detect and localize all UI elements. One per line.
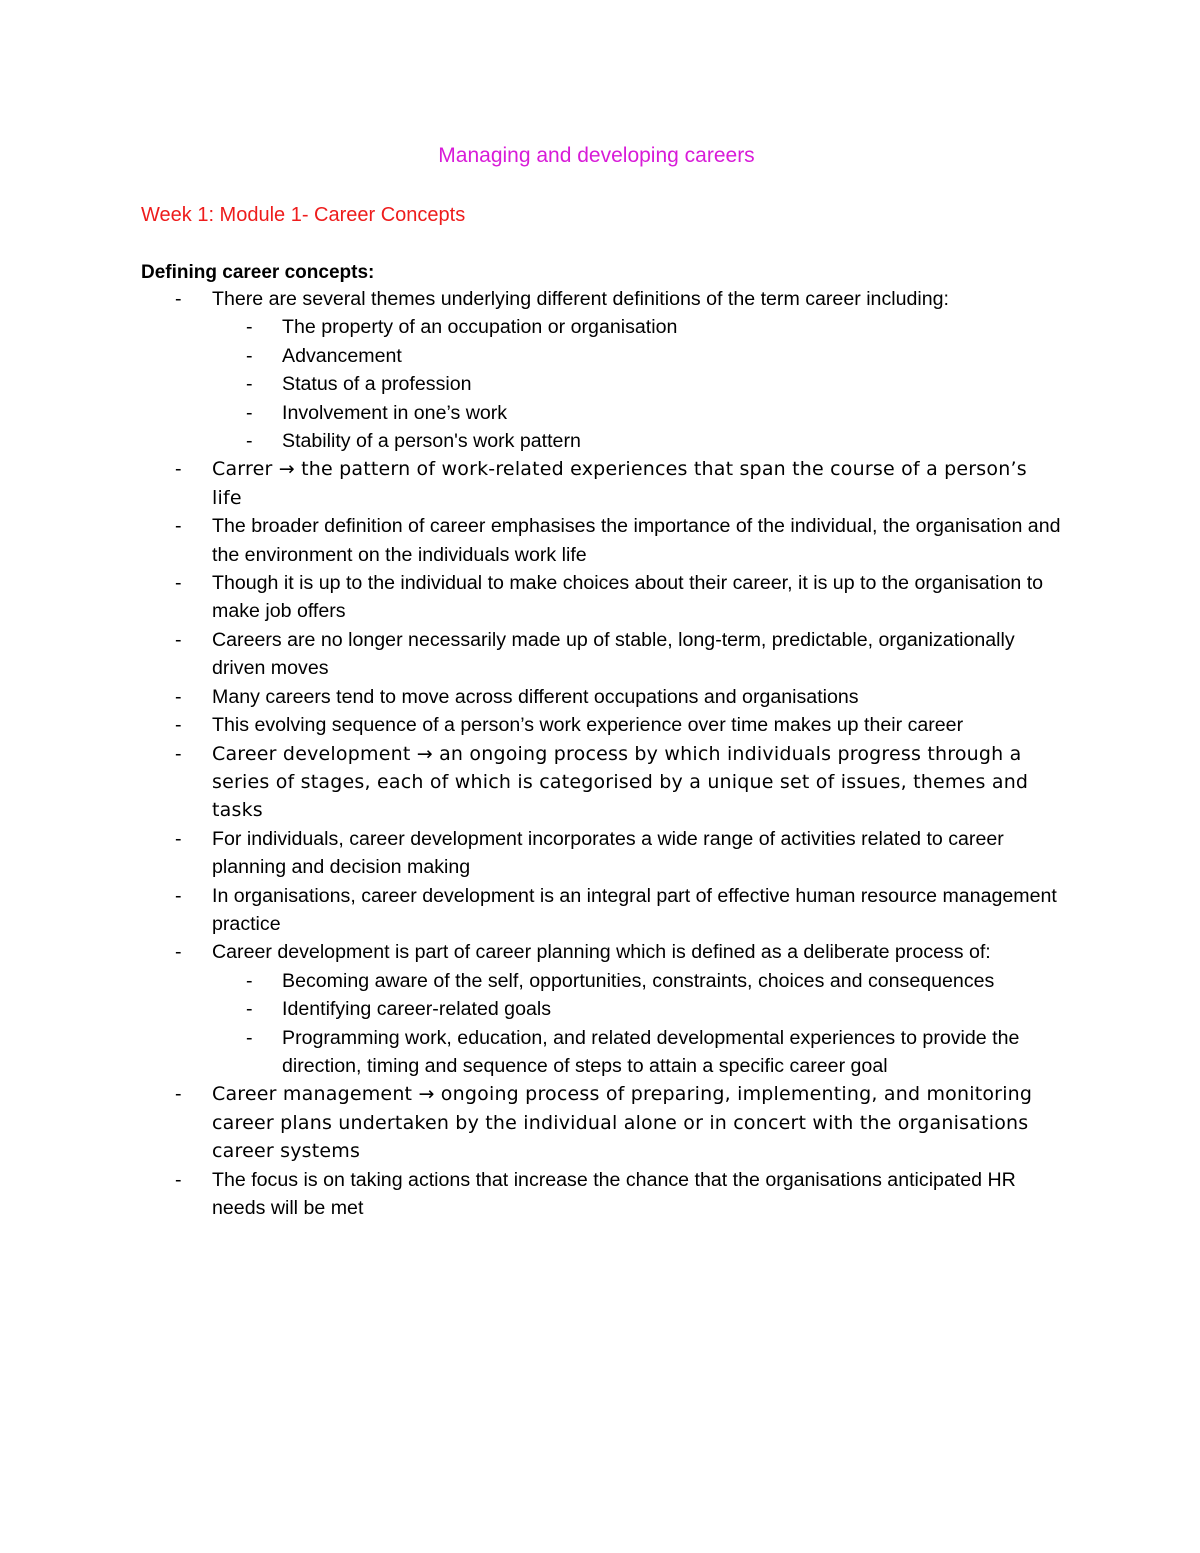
list-item-text: In organisations, career development is an integral part of effective human resource management practice: [212, 884, 1057, 935]
list-item: [0, 427, 1200, 455]
list-item-text: Involvement in one’s work: [282, 401, 508, 424]
list-item: [0, 399, 1200, 427]
section-heading: Defining career concepts:: [141, 262, 375, 283]
list-item-text: Many careers tend to move across different occupations and organisations: [212, 685, 859, 708]
list-item-text: The property of an occupation or organisation: [282, 316, 678, 339]
list-item-text: Career management → ongoing process of preparing, implementing, and monitoring career plans undertaken by the individual alone or in concert with the organisations career systems: [212, 1083, 1033, 1163]
list-item-text: For individuals, career development incorporates a wide range of activities related to career planning and decision making: [212, 827, 1004, 879]
list-item-text: The focus is on taking actions that increase the chance that the organisations anticipated HR needs will be met: [212, 1168, 1016, 1219]
list-item: [0, 1080, 1200, 1165]
list-item-text: Career development → an ongoing process by which individuals progress through a series of stages, each of which is categorised by a unique set of issues, themes and tasks: [212, 742, 1029, 822]
list-item: [0, 626, 1200, 683]
list-item: [0, 370, 1200, 398]
list-item: [0, 1024, 1200, 1081]
dash-bullet: -: [246, 373, 253, 396]
list-item: [0, 711, 1200, 739]
dash-bullet: -: [246, 998, 253, 1021]
dash-bullet: -: [175, 572, 182, 595]
dash-bullet: -: [175, 941, 182, 964]
list-item-text: Career development is part of career planning which is defined as a deliberate process of:: [212, 941, 991, 964]
list-item-text: Careers are no longer necessarily made up of stable, long-term, predictable, organizationally driven moves: [212, 628, 1015, 680]
list-item: [0, 938, 1200, 966]
week-heading: Week 1: Module 1- Career Concepts: [141, 204, 466, 226]
bullet-list: [0, 285, 1200, 1222]
list-item: [0, 512, 1200, 569]
list-item: [0, 995, 1200, 1023]
list-item: [0, 342, 1200, 370]
dash-bullet: -: [175, 714, 182, 737]
dash-bullet: -: [175, 685, 182, 708]
list-item: [0, 285, 1200, 313]
dash-bullet: -: [175, 827, 182, 850]
dash-bullet: -: [175, 1168, 182, 1191]
list-item: [0, 825, 1200, 882]
list-item: [0, 683, 1200, 711]
dash-bullet: -: [246, 316, 253, 339]
dash-bullet: -: [246, 969, 253, 992]
list-item: [0, 882, 1200, 939]
list-item: [0, 569, 1200, 626]
dash-bullet: -: [175, 884, 182, 907]
list-item: [0, 740, 1200, 825]
list-item-text: Status of a profession: [282, 373, 472, 396]
list-item-text: Though it is up to the individual to make choices about their career, it is up to the organisation to make job offers: [212, 572, 1044, 623]
list-item-text: Stability of a person's work pattern: [282, 430, 581, 453]
list-item-text: Becoming aware of the self, opportunities, constraints, choices and consequences: [282, 969, 995, 992]
list-item-text: There are several themes underlying different definitions of the term career including:: [212, 288, 949, 310]
dash-bullet: -: [175, 458, 182, 481]
dash-bullet: -: [175, 1083, 182, 1106]
dash-bullet: -: [175, 742, 182, 765]
list-item-text: Programming work, education, and related developmental experiences to provide the direction, timing and sequence of steps to attain a specific career goal: [282, 1026, 1020, 1077]
dash-bullet: -: [246, 1026, 253, 1049]
list-item-text: Advancement: [282, 344, 402, 367]
list-item-text: This evolving sequence of a person’s work experience over time makes up their career: [212, 714, 964, 737]
dash-bullet: -: [175, 515, 182, 538]
list-item-text: Identifying career-related goals: [282, 998, 552, 1021]
list-item-text: The broader definition of career emphasises the importance of the individual, the organisation and the environment on the individuals work life: [212, 515, 1061, 566]
dash-bullet: -: [246, 344, 253, 367]
document-title: Managing and developing careers: [438, 144, 755, 167]
list-item: [0, 455, 1200, 512]
list-item: [0, 1166, 1200, 1223]
list-item: [0, 313, 1200, 341]
dash-bullet: -: [246, 401, 253, 424]
list-item-text: Carrer → the pattern of work-related experiences that span the course of a person’s life: [212, 458, 1027, 509]
dash-bullet: -: [175, 628, 182, 651]
list-item: [0, 967, 1200, 995]
dash-bullet: -: [175, 288, 182, 310]
dash-bullet: -: [246, 430, 253, 453]
